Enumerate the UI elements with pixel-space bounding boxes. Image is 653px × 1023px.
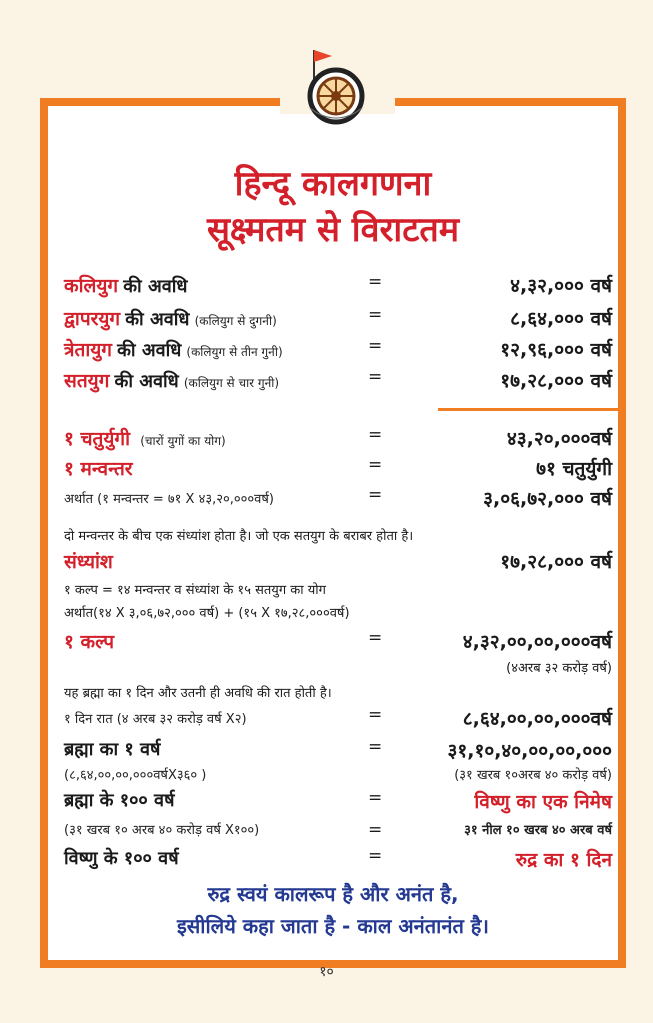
term: विष्णु के १०० वर्ष: [64, 848, 179, 869]
term: सतयुग: [64, 370, 110, 392]
note: (कलियुग से दुगनी): [194, 314, 277, 328]
dharma-chakra-flag-logo: [300, 46, 372, 126]
value: रुद्र का १ दिन: [515, 849, 612, 871]
equals: =: [368, 788, 383, 808]
text: १ दिन रात (४ अरब ३२ करोड़ वर्ष X२): [64, 712, 247, 727]
term: ब्रह्मा का १ वर्ष: [64, 739, 161, 760]
section-divider: [438, 408, 618, 411]
note: (कलियुग से चार गुनी): [183, 376, 280, 390]
row-arthat: [64, 485, 612, 513]
kalp-definition: १ कल्प = १४ मन्वन्तर व संध्यांश के १५ सतयुग का योग: [64, 583, 326, 598]
left: (८,६४,००,००,०००वर्षX३६० ): [64, 768, 207, 783]
value: ३१,१०,४०,००,००,०००: [447, 740, 612, 762]
equals: =: [368, 455, 383, 475]
term: १ मन्वन्तर: [64, 458, 133, 480]
row-dwapar: [64, 305, 612, 333]
left: (३१ खरब १० अरब ४० करोड़ वर्ष X१००): [64, 823, 260, 838]
suffix: की अवधि: [117, 340, 182, 361]
row-manvantar: [64, 455, 612, 483]
term: ब्रह्मा के १०० वर्ष: [64, 790, 175, 811]
suffix: की अवधि: [114, 371, 179, 392]
equals: =: [368, 305, 383, 325]
value: ३,०६,७२,००० वर्ष: [483, 488, 612, 510]
row-chaturyugi: [64, 425, 612, 453]
equals: =: [368, 737, 383, 757]
equals: =: [368, 272, 383, 292]
row-satyug: [64, 367, 612, 395]
equals: =: [368, 425, 383, 445]
value: १७,२८,००० वर्ष: [500, 551, 612, 573]
closing-line-2: इसीलिये कहा जाता है - काल अनंतानंत है।: [176, 914, 490, 938]
row-din-raat: [64, 705, 612, 733]
term: संध्यांश: [64, 551, 113, 573]
manvantar-between-text: दो मन्वन्तर के बीच एक संध्यांश होता है। जो एक सतयुग के बराबर होता है।: [64, 529, 414, 544]
title-line-1: हिन्दू कालगणना: [234, 164, 432, 204]
row-kaliyug: [64, 272, 612, 300]
value: ४,३२,००,००,०००वर्ष: [462, 631, 612, 653]
value: १२,९६,००० वर्ष: [500, 339, 612, 361]
equals: =: [368, 367, 383, 387]
equals: =: [368, 336, 383, 356]
closing-line-1: रुद्र स्वयं कालरूप है और अनंत है,: [207, 882, 459, 906]
row-sandhyansh: [64, 548, 612, 576]
right: (३१ खरब १०अरब ४० करोड़ वर्ष): [454, 768, 612, 783]
value: ७१ चतुर्युगी: [536, 458, 612, 480]
equals: =: [368, 628, 383, 648]
page-number: १०: [319, 964, 334, 980]
row-brahma-100: [64, 788, 612, 816]
value: विष्णु का एक निमेष: [474, 791, 612, 813]
equals: =: [368, 820, 383, 840]
equals: =: [368, 705, 383, 725]
note: (कलियुग से तीन गुनी): [186, 345, 283, 359]
suffix: की अवधि: [125, 309, 190, 330]
row-vishnu-100: [64, 846, 612, 874]
kalp-sub: (४अरब ३२ करोड़ वर्ष): [506, 661, 612, 676]
suffix: की अवधि: [123, 276, 188, 297]
term: त्रेतायुग: [64, 339, 112, 361]
right: ३१ नील १० खरब ४० अरब वर्ष: [464, 823, 612, 838]
row-brahma-varsh: [64, 737, 612, 765]
equals: =: [368, 485, 383, 505]
text: अर्थात (१ मन्वन्तर = ७१ X ४३,२०,०००वर्ष): [64, 492, 274, 507]
value: ८,६४,००० वर्ष: [510, 308, 612, 330]
value: ४,३२,००० वर्ष: [510, 275, 612, 297]
term: १ चतुर्युगी: [64, 428, 131, 450]
note: (चारों युगों का योग): [140, 434, 226, 448]
value: ४३,२०,०००वर्ष: [506, 428, 612, 450]
term: १ कल्प: [64, 631, 115, 653]
title-line-2: सूक्ष्मतम से विराटतम: [206, 210, 460, 250]
value: ८,६४,००,००,०००वर्ष: [462, 708, 612, 730]
term: द्वापरयुग: [64, 308, 121, 330]
brahma-day-text: यह ब्रह्मा का १ दिन और उतनी ही अवधि की रात होती है।: [64, 686, 332, 701]
value: १७,२८,००० वर्ष: [500, 370, 612, 392]
row-treta: [64, 336, 612, 364]
equals: =: [368, 846, 383, 866]
term: कलियुग: [64, 275, 119, 297]
row-brahma-100-sub: [64, 820, 612, 848]
kalp-calculation: अर्थात(१४ X ३,०६,७२,००० वर्ष) + (१५ X १७,२८,०००वर्ष): [64, 606, 350, 621]
row-kalp: [64, 628, 612, 656]
